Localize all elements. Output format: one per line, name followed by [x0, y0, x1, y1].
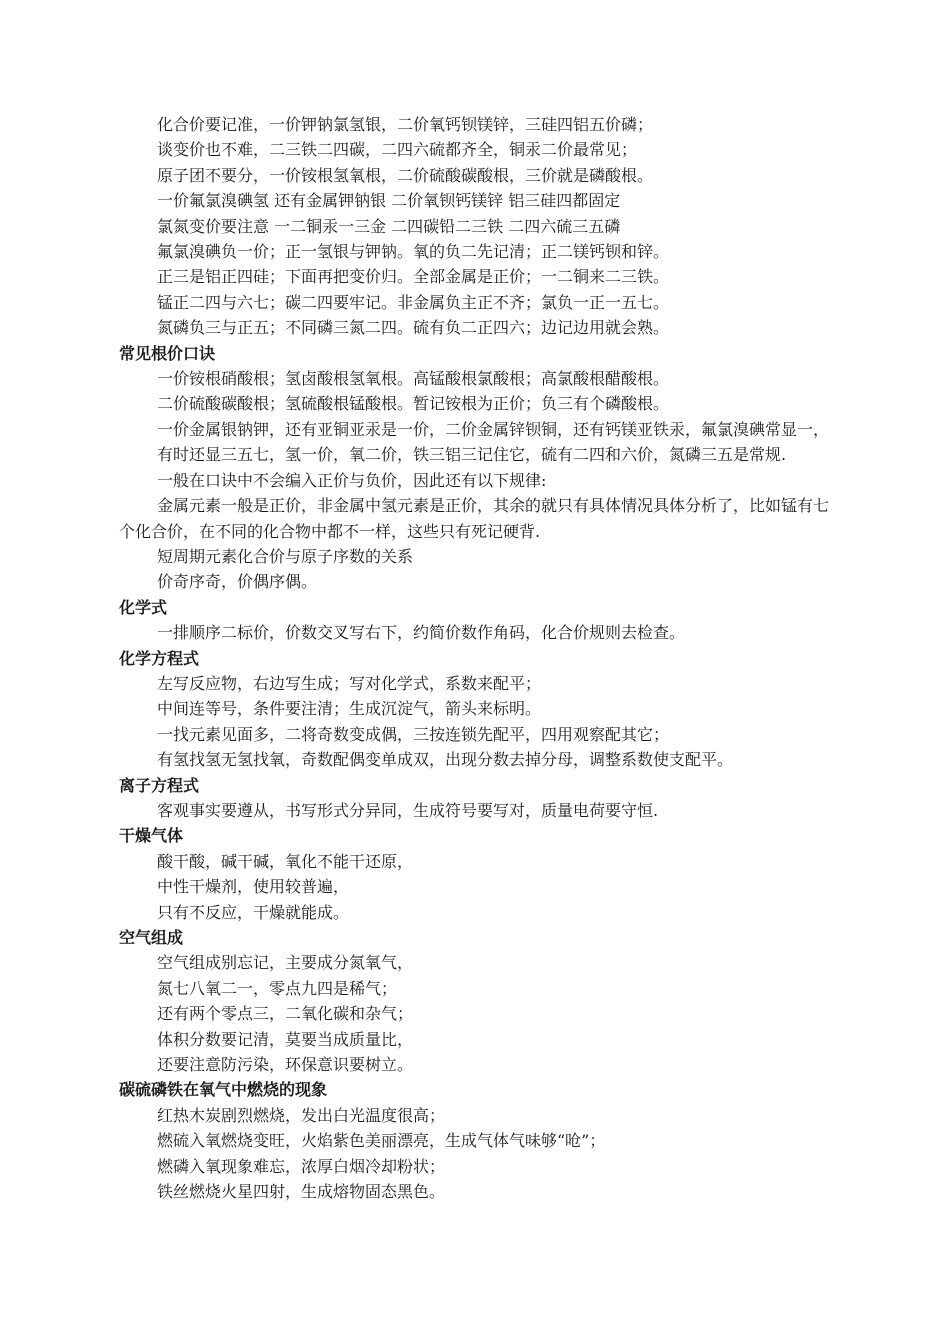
document-body [119, 112, 837, 1204]
section-heading: 干燥气体 [119, 826, 184, 846]
text-line: 氮磷负三与正五；不同磷三氮二四。硫有负二正四六；边记边用就会熟。 [157, 318, 670, 338]
section-chemical-formula [119, 595, 837, 646]
text-line: 中性干燥剂，使用较普遍， [157, 877, 350, 897]
section-heading: 空气组成 [119, 928, 184, 947]
section-ionic-equation [119, 773, 837, 824]
text-line: 还有两个零点三，二氧化碳和杂气； [157, 1004, 414, 1024]
text-line: 正三是铝正四硅；下面再把变价归。全部金属是正价；一二铜来二三铁。 [157, 267, 670, 287]
section-chemical-equation [119, 646, 837, 773]
text-line: 一排顺序二标价，价数交叉写右下，约简价数作角码，化合价规则去检查。 [157, 623, 686, 643]
text-line: 锰正二四与六七；碳二四要牢记。非金属负主正不齐；氯负一正一五七。 [157, 292, 670, 312]
text-line: 谈变价也不难，二三铁二四碳，二四六硫都齐全，铜汞二价最常见； [157, 140, 638, 160]
text-line: 红热木炭剧烈燃烧，发出白光温度很高； [157, 1105, 446, 1125]
section-valence-rhymes [119, 112, 837, 341]
text-line: 氯氮变价要注意 一二铜汞一三金 二四碳铅二三铁 二四六硫三五磷 [157, 216, 621, 236]
text-line: 只有不反应，干燥就能成。 [157, 902, 350, 922]
text-line: 二价硫酸碳酸根；氢硫酸根锰酸根。暂记铵根为正价；负三有个磷酸根。 [157, 394, 670, 414]
text-line: 一价氟氯溴碘氢 还有金属钾钠银 二价氧钡钙镁锌 铝三硅四都固定 [157, 191, 621, 211]
text-line: 酸干酸，碱干碱，氧化不能干还原， [157, 851, 414, 871]
text-line: 氮七八氧二一，零点九四是稀气； [157, 978, 398, 998]
text-paragraph: 有时还显三五七，氢一价，氧二价，铁三铝三记住它，硫有二四和六价，氮磷三五是常规. [157, 445, 787, 465]
text-line: 氟氯溴碘负一价；正一氢银与钾钠。氧的负二先记清；正二镁钙钡和锌。 [157, 242, 670, 262]
text-line: 一找元素见面多，二将奇数变成偶，三按连锁先配平，四用观察配其它； [157, 724, 670, 744]
text-line: 铁丝燃烧火星四射，生成熔物固态黑色。 [157, 1182, 446, 1202]
text-line: 短周期元素化合价与原子序数的关系 [157, 546, 414, 566]
text-line: 体积分数要记清，莫要当成质量比， [157, 1029, 414, 1049]
section-combustion-phenomena [119, 1077, 837, 1204]
text-line: 一般在口诀中不会编入正价与负价，因此还有以下规律: [157, 470, 547, 490]
text-line: 燃硫入氧燃烧变旺，火焰紫色美丽漂亮，生成气体气味够“呛”； [157, 1131, 606, 1151]
text-line: 还要注意防污染，环保意识要树立。 [157, 1055, 414, 1075]
text-line: 有氢找氢无氢找氧，奇数配偶变单成双，出现分数去掉分母，调整系数使支配平。 [157, 750, 734, 770]
section-drying-gas [119, 823, 837, 925]
section-heading: 离子方程式 [119, 775, 200, 795]
text-line: 左写反应物，右边写生成；写对化学式，系数来配平； [157, 673, 542, 693]
section-air-composition [119, 925, 837, 1077]
text-line: 一价铵根硝酸根；氢卤酸根氢氧根。高锰酸根氯酸根；高氯酸根醋酸根。 [157, 369, 670, 389]
text-line: 中间连等号，条件要注清；生成沉淀气，箭头来标明。 [157, 699, 542, 719]
text-line: 原子团不要分，一价铵根氢氧根，二价硫酸碳酸根，三价就是磷酸根。 [157, 165, 654, 185]
section-heading: 常见根价口诀 [119, 343, 216, 363]
text-line: 价奇序奇，价偶序偶。 [157, 572, 318, 592]
text-paragraph: 一价金属银钠钾，还有亚铜亚汞是一价，二价金属锌钡铜，还有钙镁亚铁汞，氟氯溴碘常显一， [157, 419, 830, 439]
text-line: 化合价要记准，一价钾钠氯氢银，二价氧钙钡镁锌，三硅四铝五价磷； [157, 115, 654, 134]
section-heading: 化学方程式 [119, 648, 200, 668]
section-radical-valence [119, 341, 837, 595]
text-line: 客观事实要遵从，书写形式分异同，生成符号要写对，质量电荷要守恒. [157, 800, 659, 820]
section-heading: 化学式 [119, 597, 168, 617]
text-line: 空气组成别忘记，主要成分氮氧气， [157, 953, 414, 973]
section-heading: 碳硫磷铁在氧气中燃烧的现象 [119, 1080, 328, 1100]
text-paragraph: 金属元素一般是正价，非金属中氢元素是正价，其余的就只有具体情况具体分析了，比如锰有七个化合价，在不同的化合物中都不一样，这些只有死记硬背. [119, 496, 830, 541]
text-line: 燃磷入氧现象难忘，浓厚白烟冷却粉状； [157, 1156, 446, 1176]
